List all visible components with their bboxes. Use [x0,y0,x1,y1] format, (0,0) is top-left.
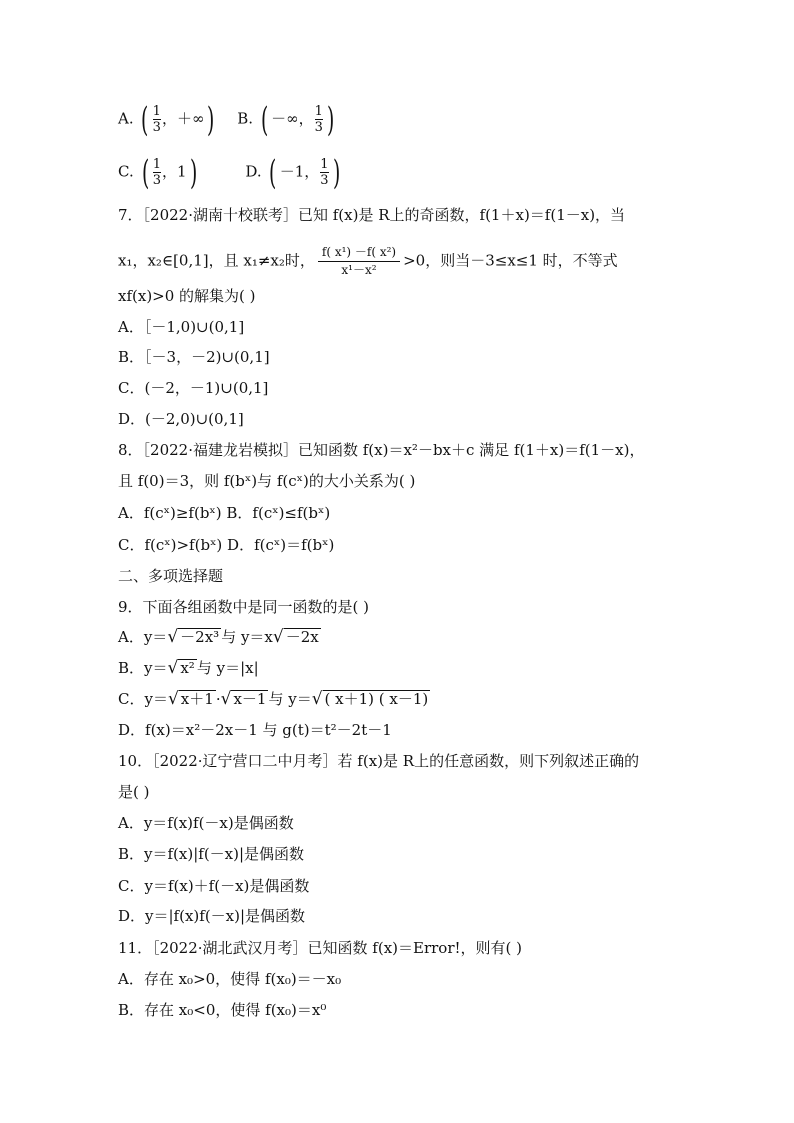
q7-stem-line-1: 7．［2022·湖南十校联考］已知 f(x)是 R上的奇函数，f(1＋x)＝f(1－x)，当 [118,206,626,224]
radical-sign: √ [272,627,284,647]
q9-option-a: A．y＝√ －2x³ 与 y＝x√ －2x [118,627,319,647]
radical-sign: √ [167,689,179,709]
q7-option-d: D．(－2,0)∪(0,1] [118,410,244,428]
q10-option-b: B．y＝f(x)|f(－x)|是偶函数 [118,845,305,863]
q10-stem-line-1: 10．［2022·辽宁营口二中月考］若 f(x)是 R上的任意函数，则下列叙述正确的 [118,752,640,770]
q11-option-a: A．存在 x₀>0，使得 f(x₀)＝－x₀ [118,970,342,988]
q11-stem: 11．［2022·湖北武汉月考］已知函数 f(x)＝Error!，则有( ) [118,939,523,957]
q6-option-c-fraction: $\frac{1}{3}$ [152,157,162,188]
q8-stem-line-1: 8．［2022·福建龙岩模拟］已知函数 f(x)＝x²－bx＋c 满足 f(1＋x)＝f(1－x)， [118,441,645,459]
radical-sign: √ [167,658,179,678]
q7-stem-line-3: xf(x)>0 的解集为( ) [118,287,256,305]
q10-option-d: D．y＝|f(x)f(－x)|是偶函数 [118,907,306,925]
q8-option-row-ab: A．f(cˣ)≥f(bˣ) B．f(cˣ)≤f(bˣ) [118,504,331,522]
q9-option-c: C．y＝√ x＋1 ·√ x－1 与 y＝√ ( x＋1) ( x－1) [118,689,429,709]
q8-option-row-cd: C．f(cˣ)>f(bˣ) D．f(cˣ)＝f(bˣ) [118,536,335,554]
q10-stem-line-2: 是( ) [118,783,150,801]
q9-option-d: D．f(x)＝x²－2x－1 与 g(t)＝t²－2t－1 [118,721,392,739]
q6-option-b-label: B. [237,109,254,128]
q8-stem-line-2: 且 f(0)＝3，则 f(bˣ)与 f(cˣ)的大小关系为( ) [118,472,416,490]
q9-option-b: B．y＝√ x² 与 y＝|x| [118,658,259,678]
q7-option-b: B．［－3，－2)∪(0,1] [118,348,270,366]
radical-sign: √ [167,627,179,647]
q10-option-a: A．y＝f(x)f(－x)是偶函数 [118,814,294,832]
q6-option-a-label: A. [118,109,134,128]
q7-fraction: $\frac{\text{f( x¹) －f( x²)}}{\text{x¹－x²}}$ [318,244,400,279]
q6-option-row-ab: A. ( $\frac{1}{3}$ ，＋∞) B. ( －∞， $\frac{1}{3}$ ) [118,99,335,140]
q6-option-a-fraction: $\frac{1}{3}$ [152,104,161,135]
q10-option-c: C．y＝f(x)＋f(－x)是偶函数 [118,877,310,895]
q11-option-b: B．存在 x₀<0，使得 f(x₀)＝x⁰ [118,1001,327,1019]
q6-option-d-label: D. [245,162,262,181]
q6-option-row-cd: C. ( $\frac{1}{3}$ ，1) D. ( －1， $\frac{1}{3}$ ) [118,152,340,193]
q7-option-c: C．(－2，－1)∪(0,1] [118,379,269,397]
q7-stem-line-2: x₁，x₂∈[0,1]，且 x₁≠x₂时， $\frac{\text{f( x¹) －f( x²)}}{\text{x¹－x²}}$ >0，则当－3≤x≤1 时，不等式 [118,245,618,277]
q7-option-a: A．［－1,0)∪(0,1] [118,318,245,336]
radical-sign: √ [311,689,323,709]
q9-stem: 9．下面各组函数中是同一函数的是( ) [118,598,370,616]
q6-option-c-label: C. [118,162,134,181]
section-title-multiple-choice: 二、多项选择题 [118,567,224,585]
q6-option-b-fraction: $\frac{1}{3}$ [314,104,323,135]
q6-option-d-fraction: $\frac{1}{3}$ [320,157,329,188]
radical-sign: √ [220,689,232,709]
